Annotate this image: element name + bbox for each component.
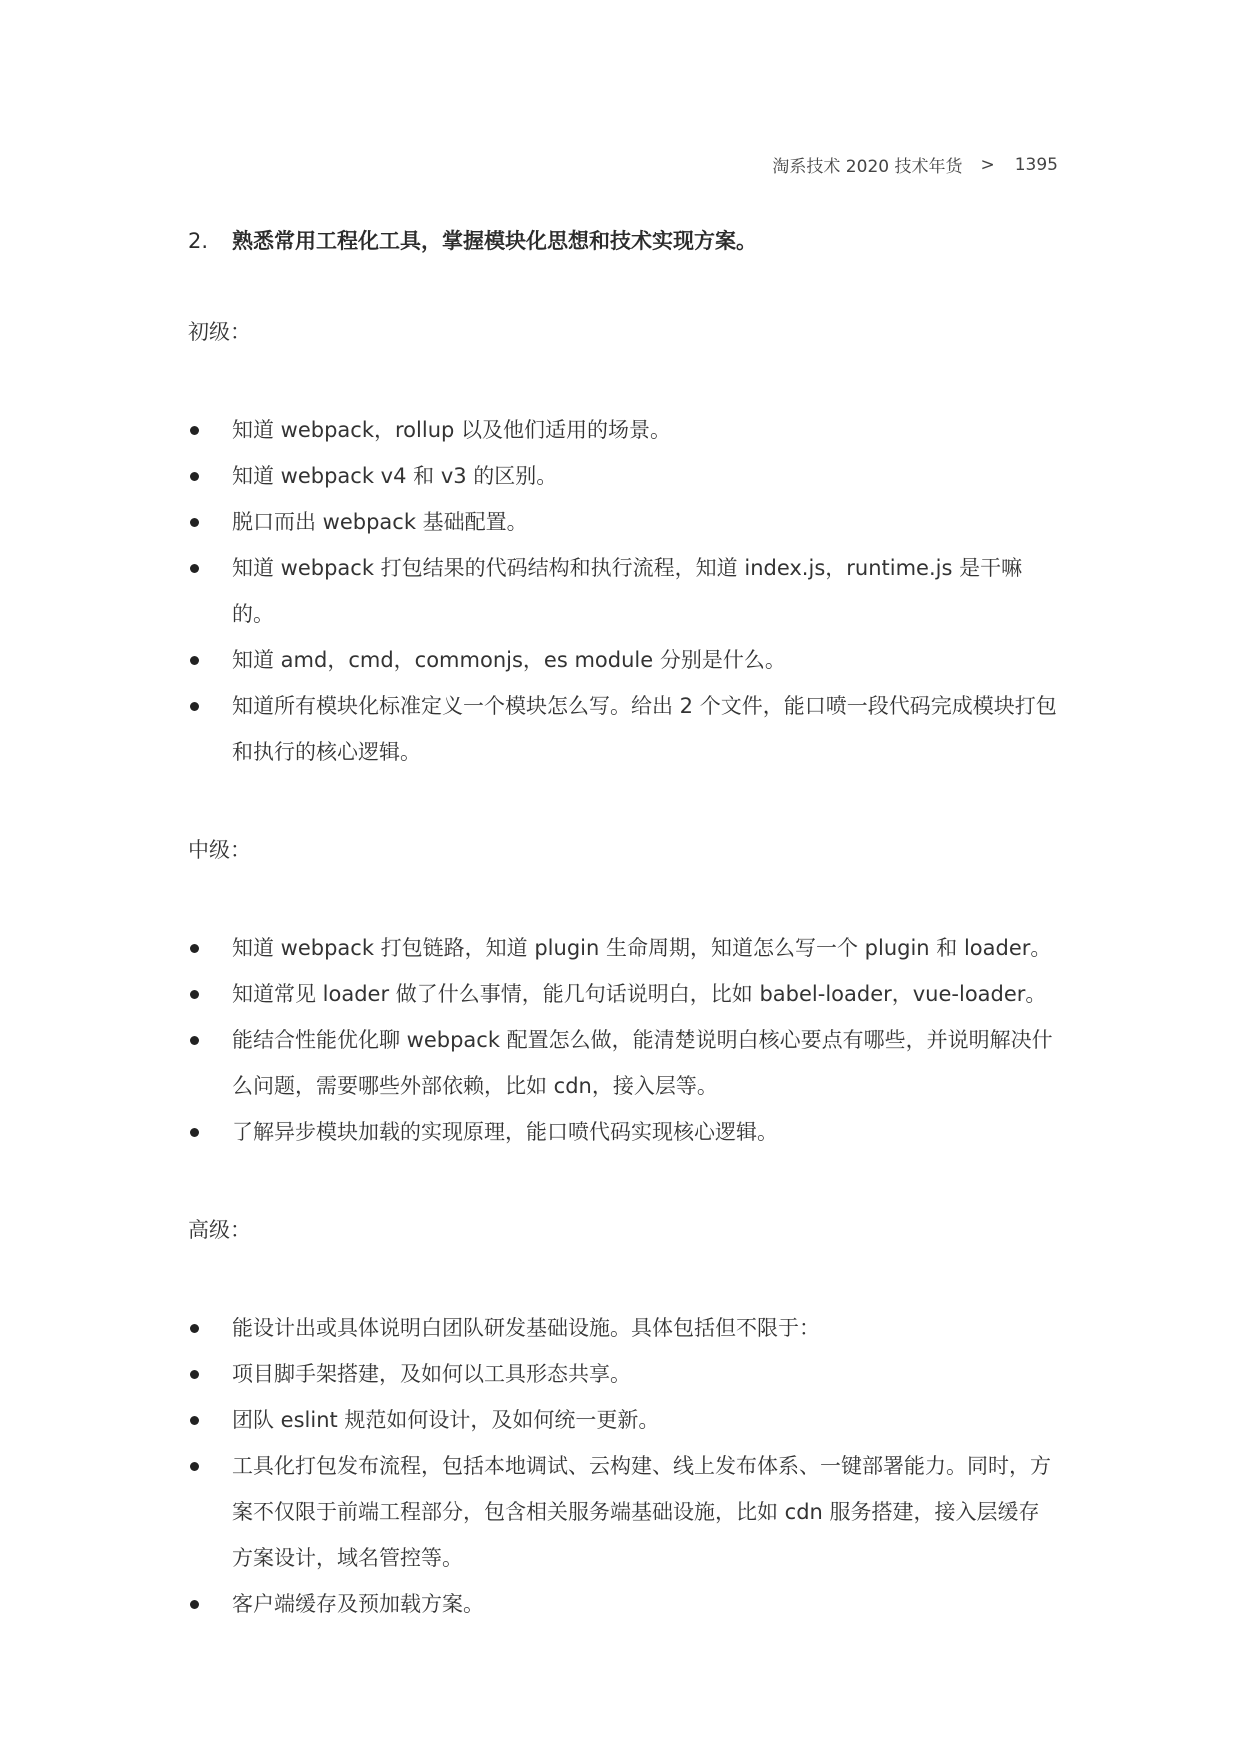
page-content (188, 225, 1058, 1627)
level-label-intermediate: 中级： (188, 838, 251, 862)
bullet-icon (190, 1462, 199, 1471)
list-item: 知道 webpack，rollup 以及他们适用的场景。 (188, 407, 1058, 453)
level-label-senior: 高级： (188, 1218, 251, 1242)
bullet-icon (190, 1600, 199, 1609)
list-item: 知道所有模块化标准定义一个模块怎么写。给出 2 个文件，能口喷一段代码完成模块打包和执行的核心逻辑。 (188, 683, 1058, 775)
bullet-icon (190, 990, 199, 999)
list-item: 工具化打包发布流程，包括本地调试、云构建、线上发布体系、一键部署能力。同时，方案不仅限于前端工程部分，包含相关服务端基础设施，比如 cdn 服务搭建，接入层缓存方案设计，域名管控等。 (188, 1443, 1058, 1581)
bullet-icon (190, 1370, 199, 1379)
bullet-icon (190, 518, 199, 527)
bullet-icon (190, 564, 199, 573)
bullet-icon (190, 472, 199, 481)
list-item: 项目脚手架搭建，及如何以工具形态共享。 (188, 1351, 1058, 1397)
section-title: 熟悉常用工程化工具，掌握模块化思想和技术实现方案。 (232, 229, 757, 253)
section-heading (188, 225, 1058, 257)
junior-list (188, 407, 1058, 775)
bullet-icon (190, 1128, 199, 1137)
bullet-icon (190, 1416, 199, 1425)
list-item: 知道 amd，cmd，commonjs，es module 分别是什么。 (188, 637, 1058, 683)
bullet-icon (190, 656, 199, 665)
section-number: 2. (188, 229, 209, 253)
bullet-icon (190, 426, 199, 435)
list-item: 知道 webpack 打包链路，知道 plugin 生命周期，知道怎么写一个 plugin 和 loader。 (188, 925, 1058, 971)
list-item: 知道常见 loader 做了什么事情，能几句话说明白，比如 babel-loader，vue-loader。 (188, 971, 1058, 1017)
page-number: 1395 (1014, 154, 1058, 175)
bullet-icon (190, 944, 199, 953)
running-header (772, 152, 1058, 177)
list-item: 脱口而出 webpack 基础配置。 (188, 499, 1058, 545)
level-label-junior: 初级： (188, 320, 251, 344)
list-item: 能结合性能优化聊 webpack 配置怎么做，能清楚说明白核心要点有哪些，并说明解决什么问题，需要哪些外部依赖，比如 cdn，接入层等。 (188, 1017, 1058, 1109)
bullet-icon (190, 702, 199, 711)
header-separator: > (980, 154, 995, 175)
list-item: 知道 webpack v4 和 v3 的区别。 (188, 453, 1058, 499)
intermediate-list (188, 925, 1058, 1155)
list-item: 知道 webpack 打包结果的代码结构和执行流程，知道 index.js，runtime.js 是干嘛的。 (188, 545, 1058, 637)
bullet-icon (190, 1324, 199, 1333)
book-title: 淘系技术 2020 技术年货 (772, 157, 963, 177)
list-item: 了解异步模块加载的实现原理，能口喷代码实现核心逻辑。 (188, 1109, 1058, 1155)
list-item: 能设计出或具体说明白团队研发基础设施。具体包括但不限于： (188, 1305, 1058, 1351)
list-item: 团队 eslint 规范如何设计，及如何统一更新。 (188, 1397, 1058, 1443)
bullet-icon (190, 1036, 199, 1045)
list-item: 客户端缓存及预加载方案。 (188, 1581, 1058, 1627)
senior-list (188, 1305, 1058, 1627)
